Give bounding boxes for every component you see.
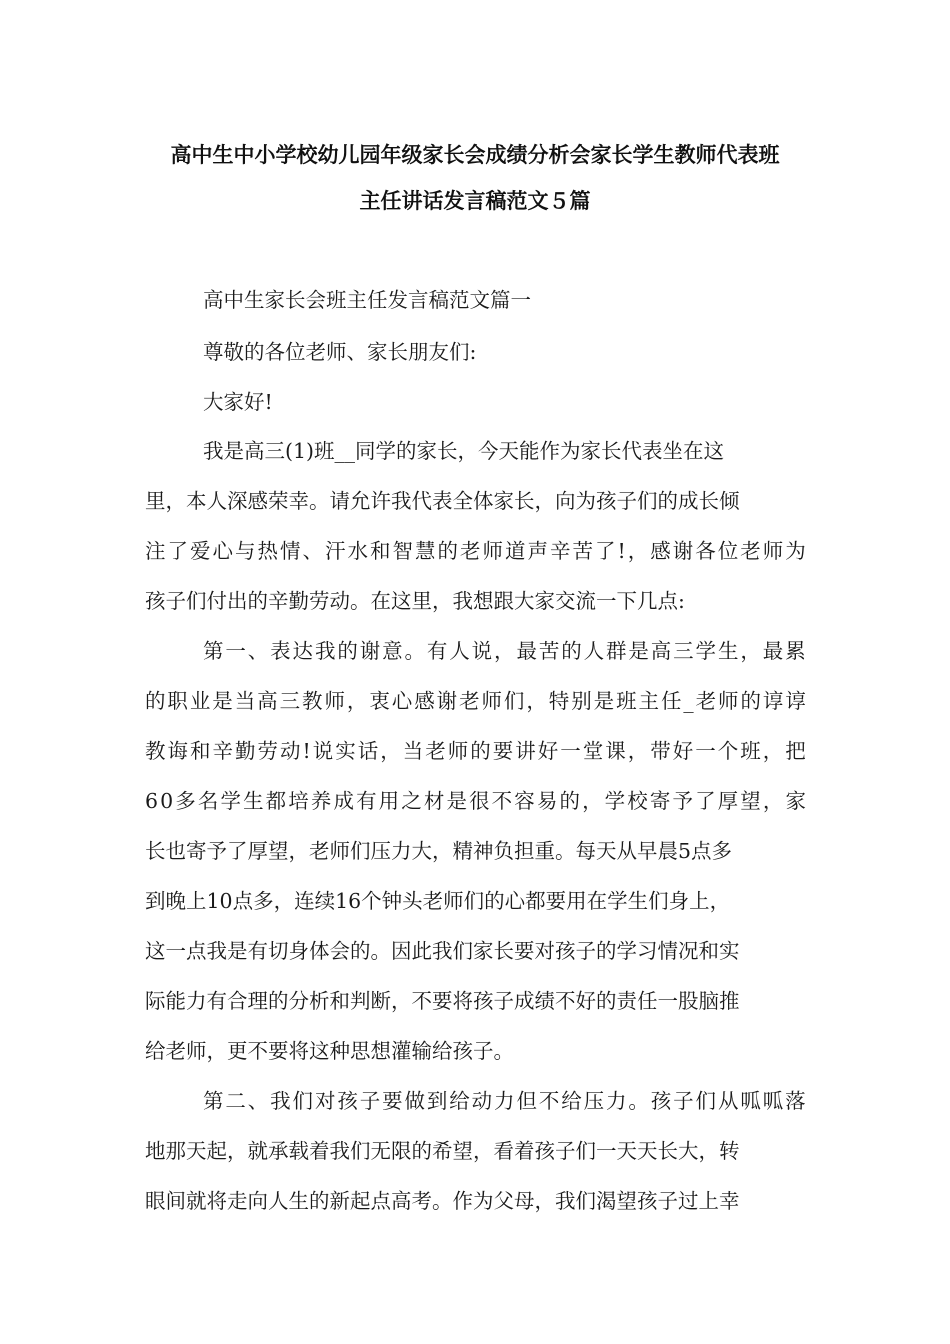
document-title-line-2: 主任讲话发言稿范文５篇 (359, 189, 591, 213)
paragraph-line: 的职业是当高三教师，衷心感谢老师们，特别是班主任_老师的谆谆 (145, 689, 808, 713)
paragraph-line: 孩子们付出的辛勤劳动。在这里，我想跟大家交流一下几点: (145, 589, 685, 613)
paragraph-line: 到晚上10点多，连续16个钟头老师们的心都要用在学生们身上， (145, 889, 731, 913)
section-heading: 高中生家长会班主任发言稿范文篇一 (203, 288, 531, 312)
paragraph-line: 我是高三(1)班__同学的家长，今天能作为家长代表坐在这 (203, 439, 725, 463)
paragraph-line: 给老师，更不要将这种思想灌输给孩子。 (145, 1039, 514, 1063)
paragraph-line: 地那天起，就承载着我们无限的希望，看着孩子们一天天长大，转 (145, 1139, 740, 1163)
paragraph-line: 这一点我是有切身体会的。因此我们家长要对孩子的学习情况和实 (145, 939, 740, 963)
paragraph-line: 里，本人深感荣幸。请允许我代表全体家长，向为孩子们的成长倾 (145, 489, 740, 513)
paragraph-line: 际能力有合理的分析和判断，不要将孩子成绩不好的责任一股脑推 (145, 989, 740, 1013)
paragraph-line: 教诲和辛勤劳动!说实话，当老师的要讲好一堂课，带好一个班，把 (145, 739, 808, 763)
document-title-line-1: 高中生中小学校幼儿园年级家长会成绩分析会家长学生教师代表班 (170, 143, 780, 167)
paragraph-line: 60多名学生都培养成有用之材是很不容易的，学校寄予了厚望，家 (145, 789, 809, 813)
paragraph-line: 第二、我们对孩子要做到给动力但不给压力。孩子们从呱呱落 (203, 1089, 808, 1113)
paragraph-line: 第一、表达我的谢意。有人说，最苦的人群是高三学生，最累 (203, 639, 808, 663)
greeting: 大家好! (203, 390, 273, 414)
salutation: 尊敬的各位老师、家长朋友们: (203, 340, 477, 364)
paragraph-line: 注了爱心与热情、汗水和智慧的老师道声辛苦了!，感谢各位老师为 (145, 539, 808, 563)
paragraph-line: 长也寄予了厚望，老师们压力大，精神负担重。每天从早晨5点多 (145, 839, 733, 863)
paragraph-line: 眼间就将走向人生的新起点高考。作为父母，我们渴望孩子过上幸 (145, 1189, 740, 1213)
